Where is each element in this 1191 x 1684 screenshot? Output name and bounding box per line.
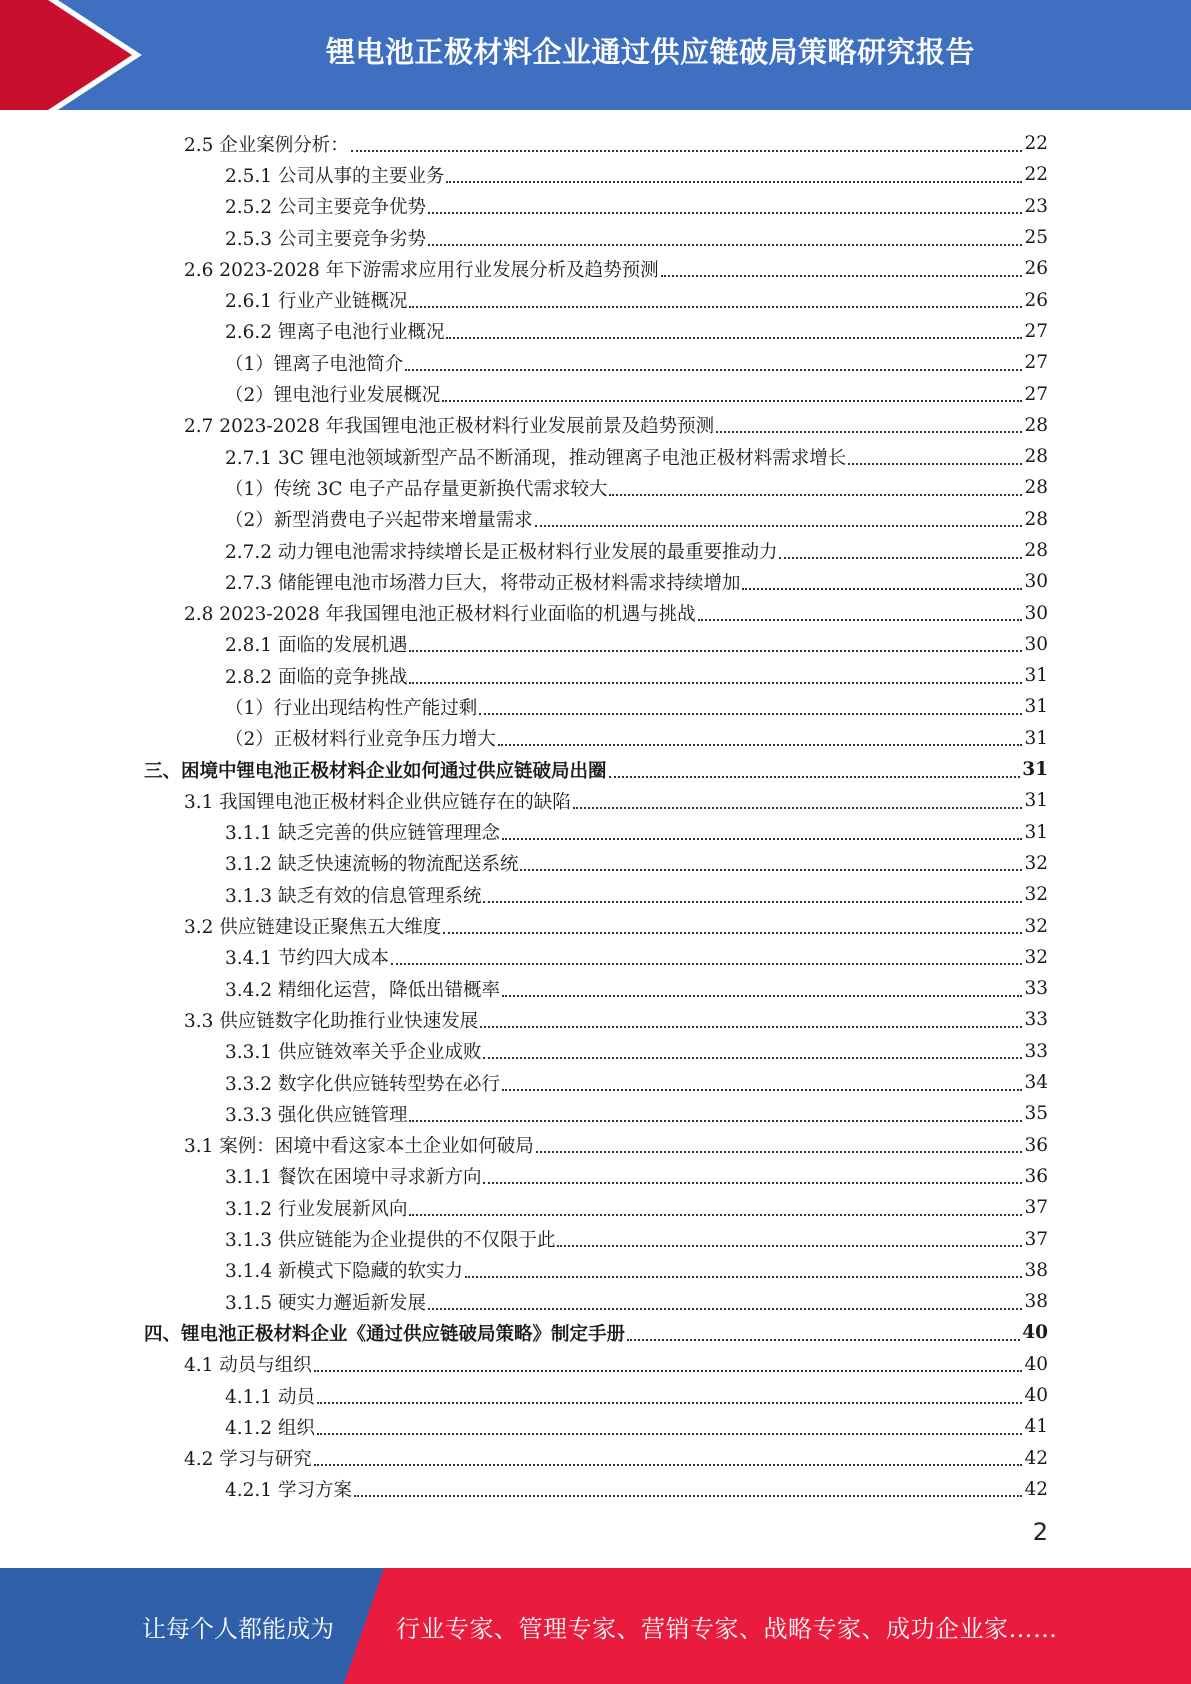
toc-entry[interactable]: [0, 1161, 1191, 1192]
toc-entry[interactable]: [0, 1004, 1191, 1035]
toc-dot-leader: [661, 257, 1023, 277]
toc-dot-leader: [502, 977, 1022, 997]
toc-dot-leader: [742, 570, 1022, 590]
toc-entry-page: 37: [1024, 1197, 1048, 1219]
toc-entry-title: 3.1 案例：困境中看这家本土企业如何破局: [184, 1136, 534, 1158]
toc-entry-title: 2.7 2023-2028 年我国锂电池正极材料行业发展前景及趋势预测: [184, 416, 715, 438]
page-header: [0, 0, 1191, 110]
toc-entry[interactable]: [0, 1036, 1191, 1067]
toc-entry-title: 4.1.1 动员: [225, 1386, 315, 1408]
toc-entry[interactable]: [0, 754, 1191, 785]
toc-entry-page: 33: [1024, 1040, 1048, 1062]
toc-entry-title: 2.6 2023-2028 年下游需求应用行业发展分析及趋势预测: [184, 259, 659, 281]
toc-entry-page: 35: [1024, 1103, 1048, 1125]
toc-entry-page: 30: [1024, 602, 1048, 624]
toc-entry-title: 3.2 供应链建设正聚焦五大维度: [184, 917, 442, 939]
toc-entry-page: 37: [1024, 1228, 1048, 1250]
toc-dot-leader: [428, 194, 1022, 214]
toc-entry-page: 31: [1024, 665, 1048, 687]
toc-entry[interactable]: [0, 691, 1191, 722]
toc-entry-page: 31: [1024, 727, 1048, 749]
toc-entry-title: 2.8.2 面临的竞争挑战: [225, 666, 408, 688]
toc-entry-page: 41: [1024, 1416, 1048, 1438]
toc-dot-leader: [443, 914, 1022, 934]
toc-entry-title: 2.7.1 3C 锂电池领域新型产品不断涌现，推动锂离子电池正极材料需求增长: [225, 447, 847, 469]
toc-dot-leader: [391, 945, 1022, 965]
toc-dot-leader: [609, 476, 1022, 496]
toc-entry[interactable]: [0, 942, 1191, 973]
toc-entry[interactable]: [0, 222, 1191, 253]
toc-entry-title: 4.1 动员与组织: [184, 1355, 312, 1377]
toc-entry-page: 32: [1024, 852, 1048, 874]
toc-entry-title: 3.1 我国锂电池正极材料企业供应链存在的缺陷: [184, 791, 571, 813]
toc-entry-page: 31: [1024, 696, 1048, 718]
toc-entry-title: 2.7.3 储能锂电池市场潜力巨大，将带动正极材料需求持续增加: [225, 572, 741, 594]
toc-entry-page: 28: [1024, 414, 1048, 436]
toc-dot-leader: [573, 789, 1023, 809]
toc-entry[interactable]: [0, 128, 1191, 159]
toc-dot-leader: [409, 664, 1022, 684]
toc-entry-page: 28: [1024, 477, 1048, 499]
toc-entry-page: 32: [1024, 884, 1048, 906]
toc-dot-leader: [698, 601, 1023, 621]
toc-entry-title: 2.5.1 公司从事的主要业务: [225, 165, 445, 187]
toc-entry[interactable]: [0, 1380, 1191, 1411]
toc-entry-page: 33: [1024, 978, 1048, 1000]
toc-entry-title: （2）新型消费电子兴起带来增量需求: [225, 510, 533, 532]
toc-entry-page: 40: [1022, 1322, 1048, 1344]
toc-entry-title: （2）正极材料行业竞争压力增大: [225, 729, 496, 751]
toc-entry-title: 4.1.2 组织: [225, 1417, 315, 1439]
toc-entry-page: 34: [1024, 1072, 1048, 1094]
toc-dot-leader: [779, 539, 1022, 559]
toc-entry[interactable]: [0, 1067, 1191, 1098]
toc-entry[interactable]: [0, 1223, 1191, 1254]
toc-entry-title: 4.2 学习与研究: [184, 1449, 312, 1471]
toc-entry-title: 3.1.4 新模式下隐藏的软实力: [225, 1261, 463, 1283]
toc-dot-leader: [354, 1477, 1023, 1497]
toc-dot-leader: [465, 1258, 1022, 1278]
toc-entry[interactable]: [0, 973, 1191, 1004]
toc-entry-page: 26: [1024, 258, 1048, 280]
toc-dot-leader: [536, 1133, 1023, 1153]
toc-entry[interactable]: [0, 441, 1191, 472]
toc-entry[interactable]: [0, 1286, 1191, 1317]
toc-entry-page: 27: [1024, 352, 1048, 374]
toc-entry-title: 3.3.3 强化供应链管理: [225, 1104, 408, 1126]
toc-entry-page: 33: [1024, 1009, 1048, 1031]
toc-dot-leader: [502, 1071, 1022, 1091]
toc-entry[interactable]: [0, 848, 1191, 879]
toc-entry-page: 28: [1024, 508, 1048, 530]
toc-entry[interactable]: [0, 1130, 1191, 1161]
toc-entry-page: 28: [1024, 540, 1048, 561]
toc-dot-leader: [317, 1415, 1023, 1435]
toc-dot-leader: [446, 163, 1022, 183]
toc-entry[interactable]: [0, 723, 1191, 754]
toc-entry-page: 32: [1024, 915, 1048, 937]
toc-entry[interactable]: [0, 410, 1191, 441]
toc-entry-title: 3.1.1 缺乏完善的供应链管理理念: [225, 823, 500, 845]
toc-entry-page: 25: [1024, 227, 1048, 249]
toc-entry[interactable]: [0, 1411, 1191, 1442]
footer-slogan-right: 行业专家、管理专家、营销专家、战略专家、成功企业家……: [396, 1614, 1058, 1643]
toc-entry-page: 22: [1024, 133, 1048, 155]
header-arrow-icon: [0, 0, 160, 110]
toc-entry[interactable]: [0, 817, 1191, 848]
toc-dot-leader: [480, 1008, 1022, 1028]
toc-dot-leader: [557, 1227, 1022, 1247]
toc-entry-title: 2.8 2023-2028 年我国锂电池正极材料行业面临的机遇与挑战: [184, 604, 696, 626]
toc-dot-leader: [483, 1039, 1022, 1059]
toc-entry-page: 36: [1024, 1165, 1048, 1187]
toc-entry[interactable]: [0, 1098, 1191, 1129]
toc-dot-leader: [409, 1196, 1022, 1216]
toc-dot-leader: [409, 288, 1022, 308]
toc-dot-leader: [409, 632, 1022, 652]
table-of-contents: [0, 128, 1191, 1505]
toc-entry-title: 3.1.2 缺乏快速流畅的物流配送系统: [225, 854, 519, 876]
toc-entry-title: 3.1.3 缺乏有效的信息管理系统: [225, 885, 482, 907]
toc-dot-leader: [535, 507, 1023, 527]
toc-dot-leader: [314, 1446, 1023, 1466]
toc-dot-leader: [627, 1321, 1020, 1341]
toc-dot-leader: [409, 1102, 1022, 1122]
toc-dot-leader: [317, 1384, 1023, 1404]
toc-dot-leader: [502, 820, 1022, 840]
toc-entry-page: 31: [1022, 759, 1048, 781]
toc-entry-page: 42: [1024, 1478, 1048, 1500]
toc-entry-title: 2.7.2 动力锂电池需求持续增长是正极材料行业发展的最重要推动力: [225, 541, 778, 563]
toc-entry[interactable]: [0, 566, 1191, 597]
toc-entry-title: 四、锂电池正极材料企业《通过供应链破局策略》制定手册: [144, 1323, 626, 1345]
toc-dot-leader: [428, 226, 1022, 246]
toc-dot-leader: [520, 851, 1022, 871]
toc-entry[interactable]: [0, 785, 1191, 816]
page-footer: [0, 1568, 1191, 1684]
toc-entry-title: 3.1.5 硬实力邂逅新发展: [225, 1292, 426, 1314]
toc-dot-leader: [351, 132, 1023, 152]
toc-entry-page: 30: [1024, 571, 1048, 593]
toc-entry[interactable]: [0, 1192, 1191, 1223]
toc-entry-page: 30: [1024, 633, 1048, 655]
toc-entry[interactable]: [0, 535, 1191, 566]
toc-entry-title: （2）锂电池行业发展概况: [225, 385, 441, 407]
toc-entry[interactable]: [0, 1442, 1191, 1473]
toc-entry[interactable]: [0, 316, 1191, 347]
toc-dot-leader: [479, 695, 1022, 715]
page-number: 2: [1032, 1518, 1048, 1546]
toc-entry-page: 27: [1024, 320, 1048, 342]
toc-entry-page: 38: [1024, 1291, 1048, 1313]
footer-slogan-left: 让每个人都能成为: [142, 1614, 334, 1643]
toc-entry[interactable]: [0, 879, 1191, 910]
toc-entry-page: 23: [1024, 195, 1048, 217]
toc-entry-page: 31: [1024, 821, 1048, 843]
toc-entry-page: 40: [1024, 1385, 1048, 1407]
toc-entry-page: 22: [1024, 164, 1048, 186]
toc-entry[interactable]: [0, 253, 1191, 284]
toc-entry[interactable]: [0, 191, 1191, 222]
toc-entry-title: 2.5.2 公司主要竞争优势: [225, 197, 426, 219]
toc-entry-page: 26: [1024, 289, 1048, 311]
toc-entry-title: 3.4.2 精细化运营，降低出错概率: [225, 979, 500, 1001]
toc-entry[interactable]: [0, 378, 1191, 409]
toc-dot-leader: [498, 726, 1023, 746]
toc-entry-title: 3.1.1 餐饮在困境中寻求新方向: [225, 1167, 482, 1189]
toc-entry[interactable]: [0, 1349, 1191, 1380]
toc-entry-page: 40: [1024, 1353, 1048, 1375]
toc-entry-title: 2.8.1 面临的发展机遇: [225, 635, 408, 657]
toc-entry[interactable]: [0, 629, 1191, 660]
toc-entry[interactable]: [0, 1317, 1191, 1348]
toc-dot-leader: [609, 758, 1021, 778]
toc-dot-leader: [848, 445, 1022, 465]
toc-dot-leader: [483, 1164, 1022, 1184]
toc-entry-title: （1）传统 3C 电子产品存量更新换代需求较大: [225, 478, 608, 500]
toc-entry-title: 2.5.3 公司主要竞争劣势: [225, 228, 426, 250]
toc-entry[interactable]: [0, 1255, 1191, 1286]
toc-entry-title: 三、困境中锂电池正极材料企业如何通过供应链破局出圈: [144, 760, 607, 782]
toc-entry-page: 36: [1024, 1134, 1048, 1156]
toc-entry[interactable]: [0, 159, 1191, 190]
toc-entry[interactable]: [0, 660, 1191, 691]
toc-entry[interactable]: [0, 472, 1191, 503]
toc-dot-leader: [314, 1352, 1023, 1372]
toc-dot-leader: [716, 413, 1022, 433]
toc-entry-title: 3.3.1 供应链效率关乎企业成败: [225, 1042, 482, 1064]
toc-dot-leader: [428, 1290, 1022, 1310]
toc-entry[interactable]: [0, 347, 1191, 378]
toc-dot-leader: [442, 382, 1022, 402]
toc-entry-title: 3.1.2 行业发展新风向: [225, 1198, 408, 1220]
toc-entry-page: 32: [1024, 946, 1048, 968]
toc-entry-title: 4.2.1 学习方案: [225, 1480, 352, 1502]
toc-entry-title: 3.1.3 供应链能为企业提供的不仅限于此: [225, 1230, 556, 1252]
toc-entry[interactable]: [0, 597, 1191, 628]
toc-entry-title: （1）锂离子电池简介: [225, 353, 404, 375]
toc-entry-title: 3.3 供应链数字化助推行业快速发展: [184, 1010, 479, 1032]
toc-entry[interactable]: [0, 504, 1191, 535]
document-title: 锂电池正极材料企业通过供应链破局策略研究报告: [325, 34, 975, 69]
toc-entry-page: 28: [1024, 446, 1048, 468]
toc-entry[interactable]: [0, 910, 1191, 941]
toc-entry-title: （1）行业出现结构性产能过剩: [225, 697, 478, 719]
toc-entry[interactable]: [0, 284, 1191, 315]
toc-dot-leader: [405, 351, 1022, 371]
toc-entry-page: 31: [1024, 790, 1048, 812]
toc-entry-page: 42: [1024, 1447, 1048, 1469]
toc-dot-leader: [446, 319, 1022, 339]
toc-entry-title: 3.4.1 节约四大成本: [225, 948, 389, 970]
toc-entry-page: 27: [1024, 383, 1048, 405]
toc-dot-leader: [483, 883, 1022, 903]
toc-entry-title: 2.6.1 行业产业链概况: [225, 291, 408, 313]
toc-entry-title: 2.6.2 锂离子电池行业概况: [225, 322, 445, 344]
toc-entry-page: 38: [1024, 1259, 1048, 1281]
toc-entry[interactable]: [0, 1474, 1191, 1505]
toc-entry-title: 2.5 企业案例分析：: [184, 134, 349, 156]
toc-entry-title: 3.3.2 数字化供应链转型势在必行: [225, 1073, 500, 1095]
